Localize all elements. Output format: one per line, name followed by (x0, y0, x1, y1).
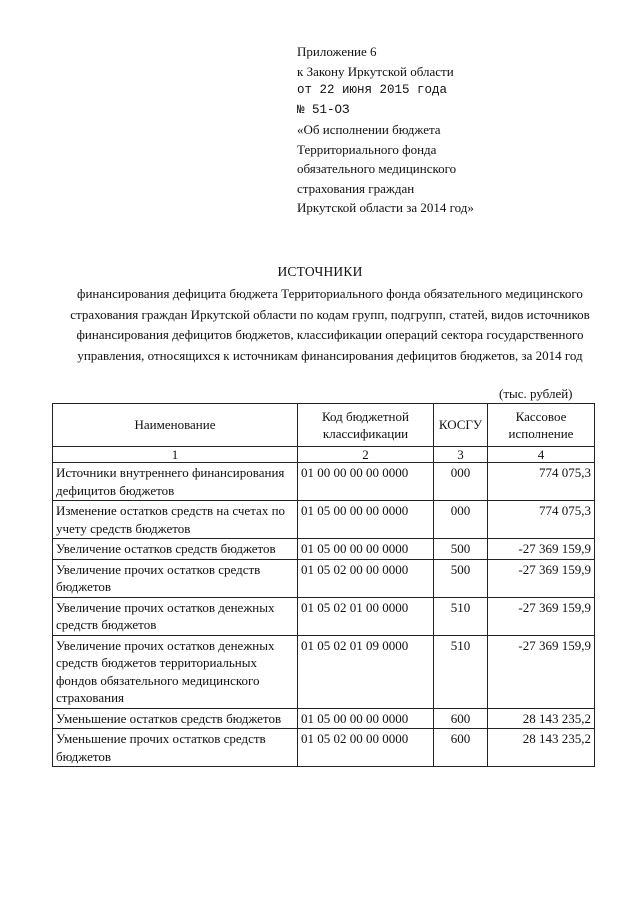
header-kosgu: КОСГУ (434, 404, 488, 447)
appendix-line: «Об исполнении бюджета (297, 122, 441, 137)
document-title: ИСТОЧНИКИ (277, 264, 363, 279)
row-sum: -27 369 159,9 (488, 539, 595, 560)
row-sum: -27 369 159,9 (488, 635, 595, 708)
table-row (53, 539, 595, 560)
appendix-line: Иркутской области за 2014 год» (297, 200, 474, 215)
row-code: 01 05 02 01 09 0000 (298, 635, 434, 708)
units-note: (тыс. рублей) (499, 386, 573, 401)
row-code: 01 05 00 00 00 0000 (298, 708, 434, 729)
table-row (53, 501, 595, 539)
row-kosgu: 510 (434, 597, 488, 635)
row-kosgu: 000 (434, 501, 488, 539)
appendix-header (297, 42, 617, 218)
row-kosgu: 000 (434, 463, 488, 501)
row-code: 01 05 00 00 00 0000 (298, 501, 434, 539)
table-row (53, 597, 595, 635)
row-sum: -27 369 159,9 (488, 597, 595, 635)
row-name: Увеличение прочих остатков денежных средств бюджетов территориальных фондов обязательного медицинского страхования (53, 635, 298, 708)
appendix-number: № 51-ОЗ (297, 102, 350, 117)
row-kosgu: 500 (434, 559, 488, 597)
row-name: Изменение остатков средств на счетах по учету средств бюджетов (53, 501, 298, 539)
row-code: 01 05 02 00 00 0000 (298, 729, 434, 767)
row-kosgu: 510 (434, 635, 488, 708)
row-kosgu: 500 (434, 539, 488, 560)
document-subtitle: финансирования дефицита бюджета Территориального фонда обязательного медицинского страхования граждан Иркутской области по кодам групп, подгрупп, статей, видов источников финансирования дефицитов бюджетов, классификации операций сектора государственного управления, относящихся к источникам финансирования дефицитов бюджетов, за 2014 год (70, 286, 590, 363)
table-row (53, 708, 595, 729)
column-number: 1 (53, 447, 298, 463)
row-kosgu: 600 (434, 708, 488, 729)
table-header-row (53, 404, 595, 447)
column-number: 3 (434, 447, 488, 463)
table-row (53, 729, 595, 767)
column-number: 4 (488, 447, 595, 463)
table-row (53, 559, 595, 597)
row-name: Уменьшение остатков средств бюджетов (53, 708, 298, 729)
row-code: 01 05 02 01 00 0000 (298, 597, 434, 635)
row-kosgu: 600 (434, 729, 488, 767)
row-name: Увеличение прочих остатков денежных средств бюджетов (53, 597, 298, 635)
sources-table (52, 403, 595, 767)
row-sum: -27 369 159,9 (488, 559, 595, 597)
table-row (53, 463, 595, 501)
column-number: 2 (298, 447, 434, 463)
row-name: Уменьшение прочих остатков средств бюджетов (53, 729, 298, 767)
appendix-line: страхования граждан (297, 180, 415, 196)
row-name: Увеличение прочих остатков средств бюджетов (53, 559, 298, 597)
row-code: 01 05 02 00 00 0000 (298, 559, 434, 597)
row-sum: 28 143 235,2 (488, 729, 595, 767)
header-code: Код бюджетной классификации (298, 404, 434, 447)
column-number-row (53, 447, 595, 463)
header-sum: Кассовое исполнение (488, 404, 595, 447)
appendix-line: Приложение 6 (297, 44, 377, 59)
appendix-date: от 22 июня 2015 года (297, 83, 448, 97)
row-sum: 774 075,3 (488, 501, 595, 539)
row-code: 01 00 00 00 00 0000 (298, 463, 434, 501)
row-name: Источники внутреннего финансирования дефицитов бюджетов (53, 463, 298, 501)
header-name: Наименование (53, 404, 298, 447)
row-name: Увеличение остатков средств бюджетов (53, 539, 298, 560)
appendix-line: обязательного медицинского (297, 161, 457, 176)
appendix-line: Территориального фонда (297, 141, 437, 157)
row-code: 01 05 00 00 00 0000 (298, 539, 434, 560)
table-row (53, 635, 595, 708)
appendix-line: к Закону Иркутской области (297, 63, 454, 79)
row-sum: 28 143 235,2 (488, 708, 595, 729)
row-sum: 774 075,3 (488, 463, 595, 501)
